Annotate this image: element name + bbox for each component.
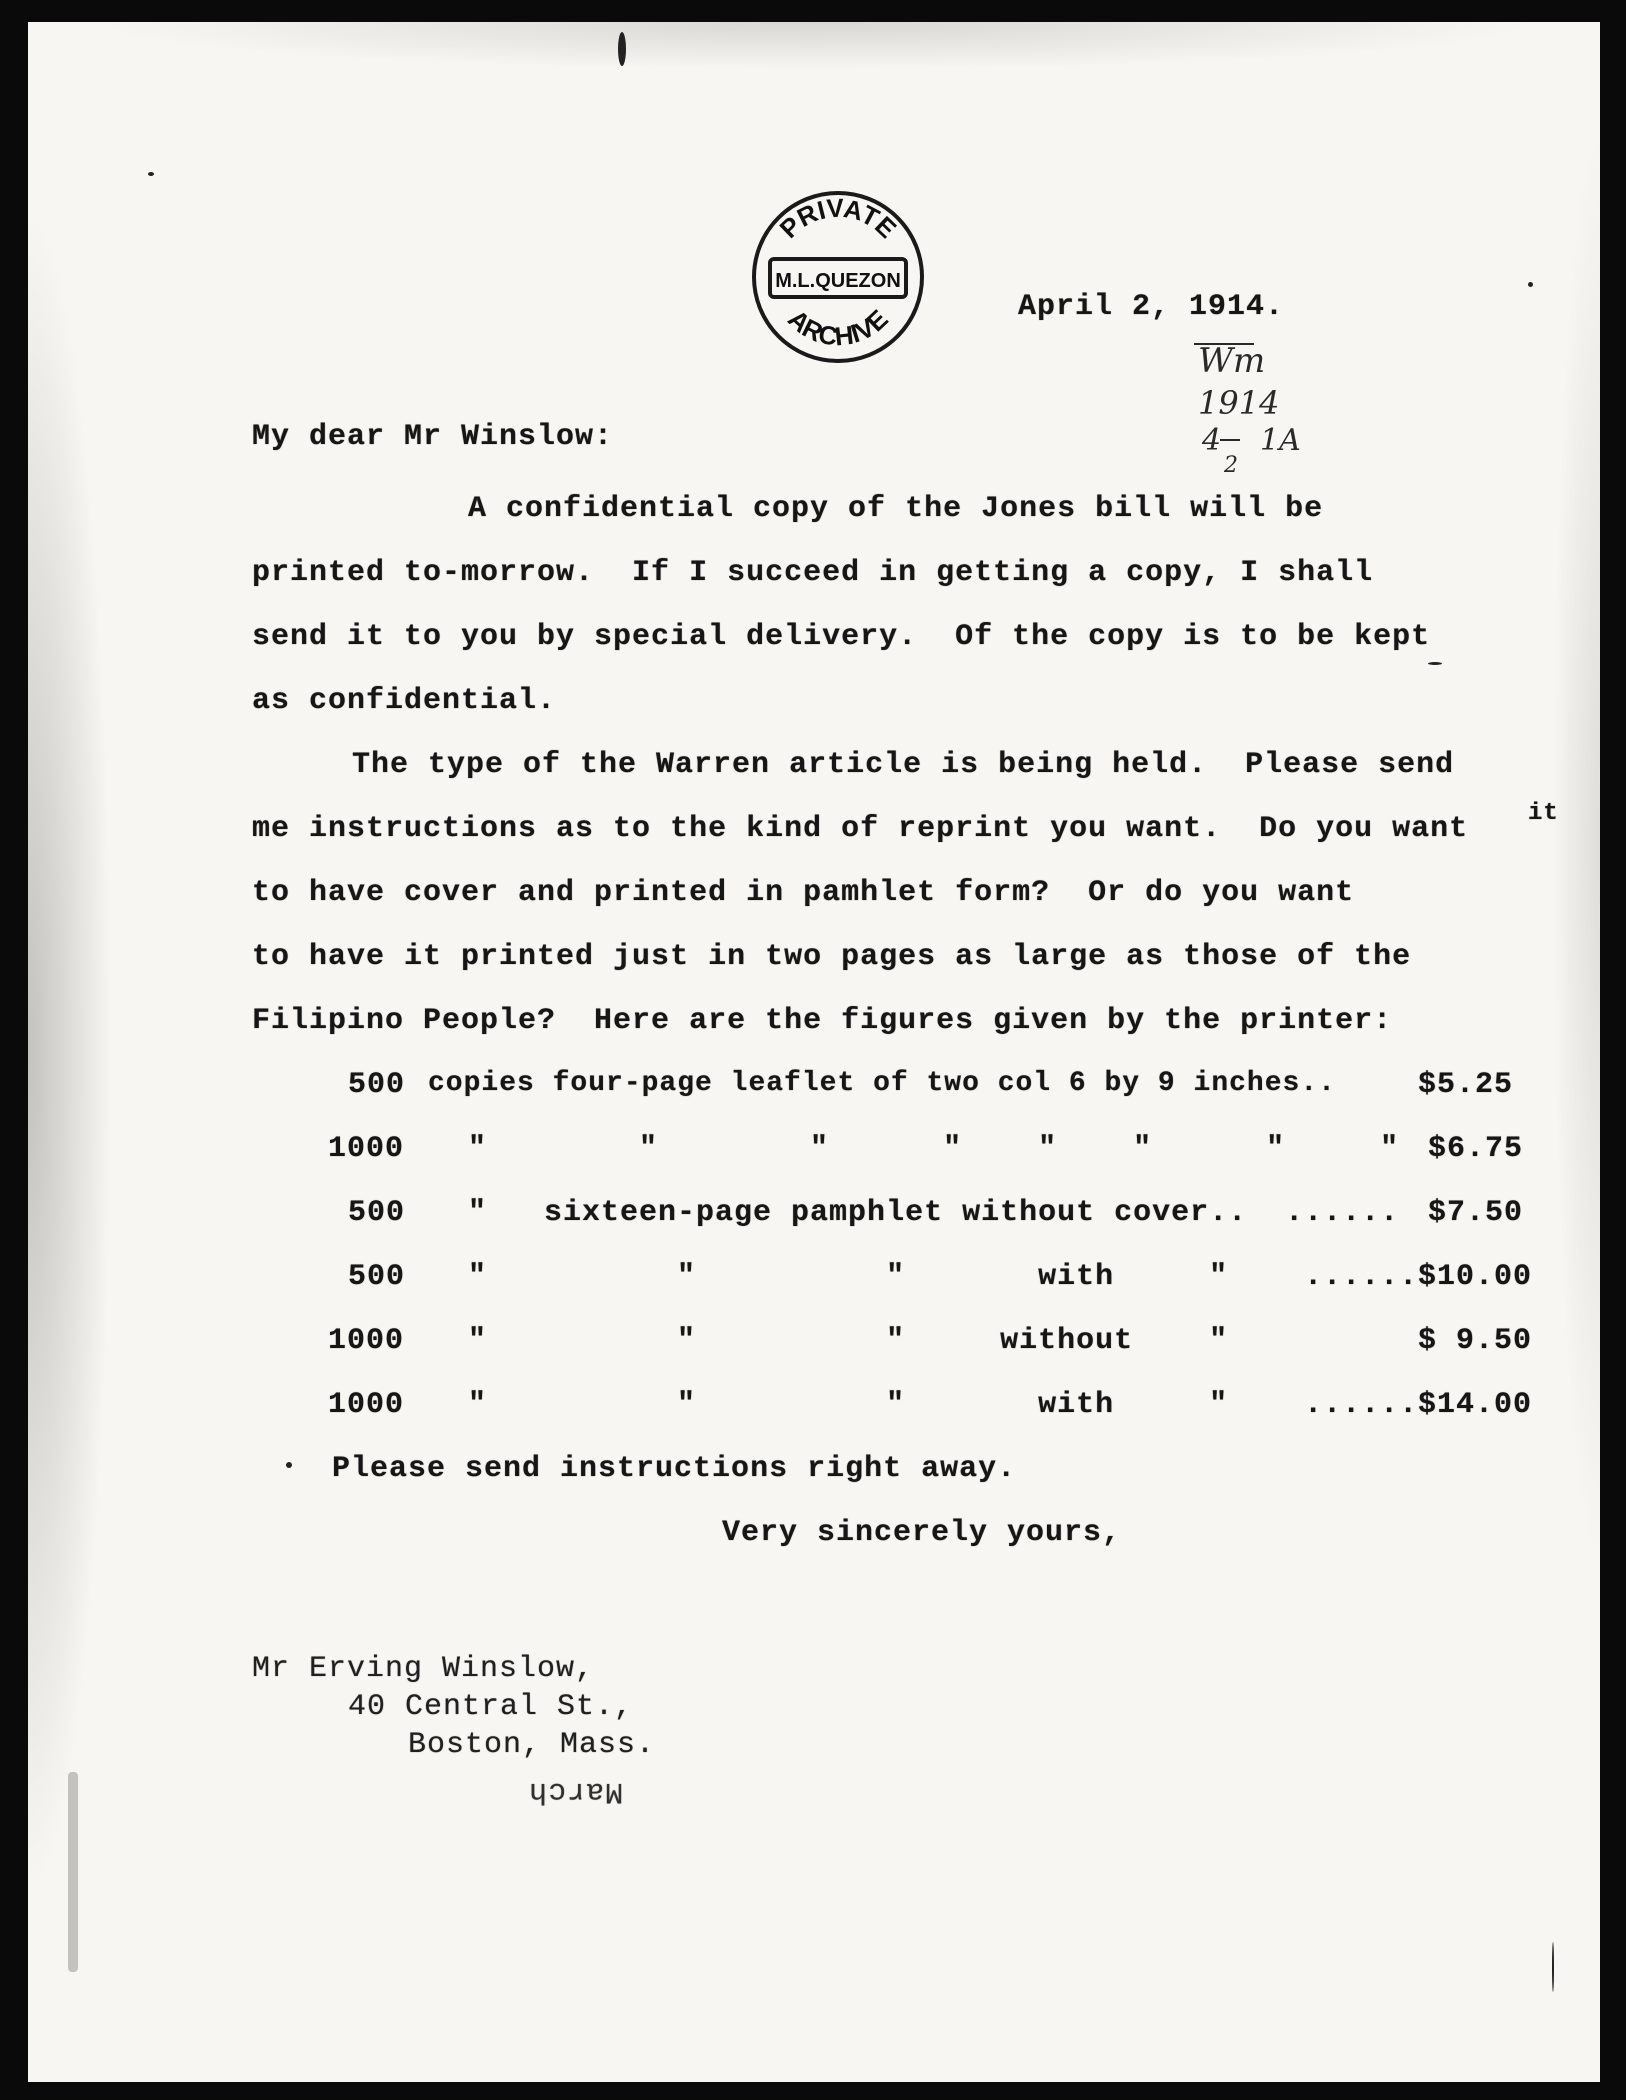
ink-speck (1528, 282, 1533, 287)
price-quantity: 500 (348, 1068, 406, 1102)
price-amount: $5.25 (1418, 1068, 1514, 1102)
paragraph1-line: A confidential copy of the Jones bill will be (468, 492, 1324, 526)
address-street: 40 Central St., (348, 1690, 634, 1724)
paragraph2-line: Filipino People? Here are the figures given by the printer: (252, 1004, 1393, 1038)
price-description: " " " with " ...... (468, 1388, 1419, 1422)
paragraph2-line: The type of the Warren article is being held. Please send (352, 748, 1455, 782)
price-amount: $14.00 (1418, 1388, 1533, 1422)
paragraph1-line: send it to you by special delivery. Of the copy is to be kept (252, 620, 1431, 654)
price-description: " " " with " ...... (468, 1260, 1419, 1294)
letter-date: April 2, 1914. (1018, 290, 1285, 324)
stamp-top-text: PRIVATE (773, 192, 903, 245)
price-quantity: 1000 (328, 1132, 405, 1166)
ink-speck (1428, 662, 1442, 665)
price-quantity: 500 (348, 1196, 406, 1230)
ink-speck (286, 1462, 292, 1468)
ink-speck (1552, 1942, 1554, 1992)
address-city: Boston, Mass. (408, 1728, 656, 1762)
paragraph2-line: to have it printed just in two pages as large as those of the (252, 940, 1412, 974)
price-amount: $6.75 (1428, 1132, 1524, 1166)
letter-page (28, 22, 1600, 2082)
closing-signoff: Very sincerely yours, (722, 1516, 1122, 1550)
annotation-line2: 1914 (1198, 384, 1280, 422)
paragraph2-margin-word: it (1528, 800, 1559, 827)
annotation-line1: Wm (1198, 341, 1266, 381)
mirrored-show-through-text: March (528, 1774, 624, 1808)
price-quantity: 1000 (328, 1388, 405, 1422)
price-amount: $10.00 (1418, 1260, 1533, 1294)
archive-stamp (748, 187, 928, 367)
left-edge-shadow (68, 1772, 78, 1972)
price-description: " sixteen-page pamphlet without cover.. ...... (468, 1196, 1400, 1230)
salutation: My dear Mr Winslow: (252, 420, 614, 454)
price-description: " " " " " " " " (468, 1132, 1400, 1166)
paragraph1-line: as confidential. (252, 684, 557, 718)
stamp-bottom-text: ARCHIVE (782, 303, 894, 352)
price-quantity: 500 (348, 1260, 406, 1294)
ink-speck (618, 32, 626, 66)
pencil-annotation (1168, 332, 1348, 482)
paragraph1-line: printed to-morrow. If I succeed in getting a copy, I shall (252, 556, 1374, 590)
paragraph2-line: me instructions as to the kind of reprint you want. Do you want (252, 812, 1469, 846)
annotation-line3: 4 (1202, 423, 1222, 458)
price-description: copies four-page leaflet of two col 6 by 9 inches.. (428, 1068, 1336, 1099)
price-description: " " " without " (468, 1324, 1229, 1358)
price-amount: $7.50 (1428, 1196, 1524, 1230)
paragraph2-line: to have cover and printed in pamhlet form? Or do you want (252, 876, 1355, 910)
stamp-middle-text: M.L.QUEZON (775, 270, 901, 292)
address-name: Mr Erving Winslow, (252, 1652, 595, 1686)
price-amount: $ 9.50 (1418, 1324, 1533, 1358)
closing-request: Please send instructions right away. (332, 1452, 1017, 1486)
price-quantity: 1000 (328, 1324, 405, 1358)
annotation-line3b: 2 (1224, 453, 1238, 478)
annotation-line3c: 1A (1260, 423, 1301, 458)
ink-speck (148, 172, 154, 176)
